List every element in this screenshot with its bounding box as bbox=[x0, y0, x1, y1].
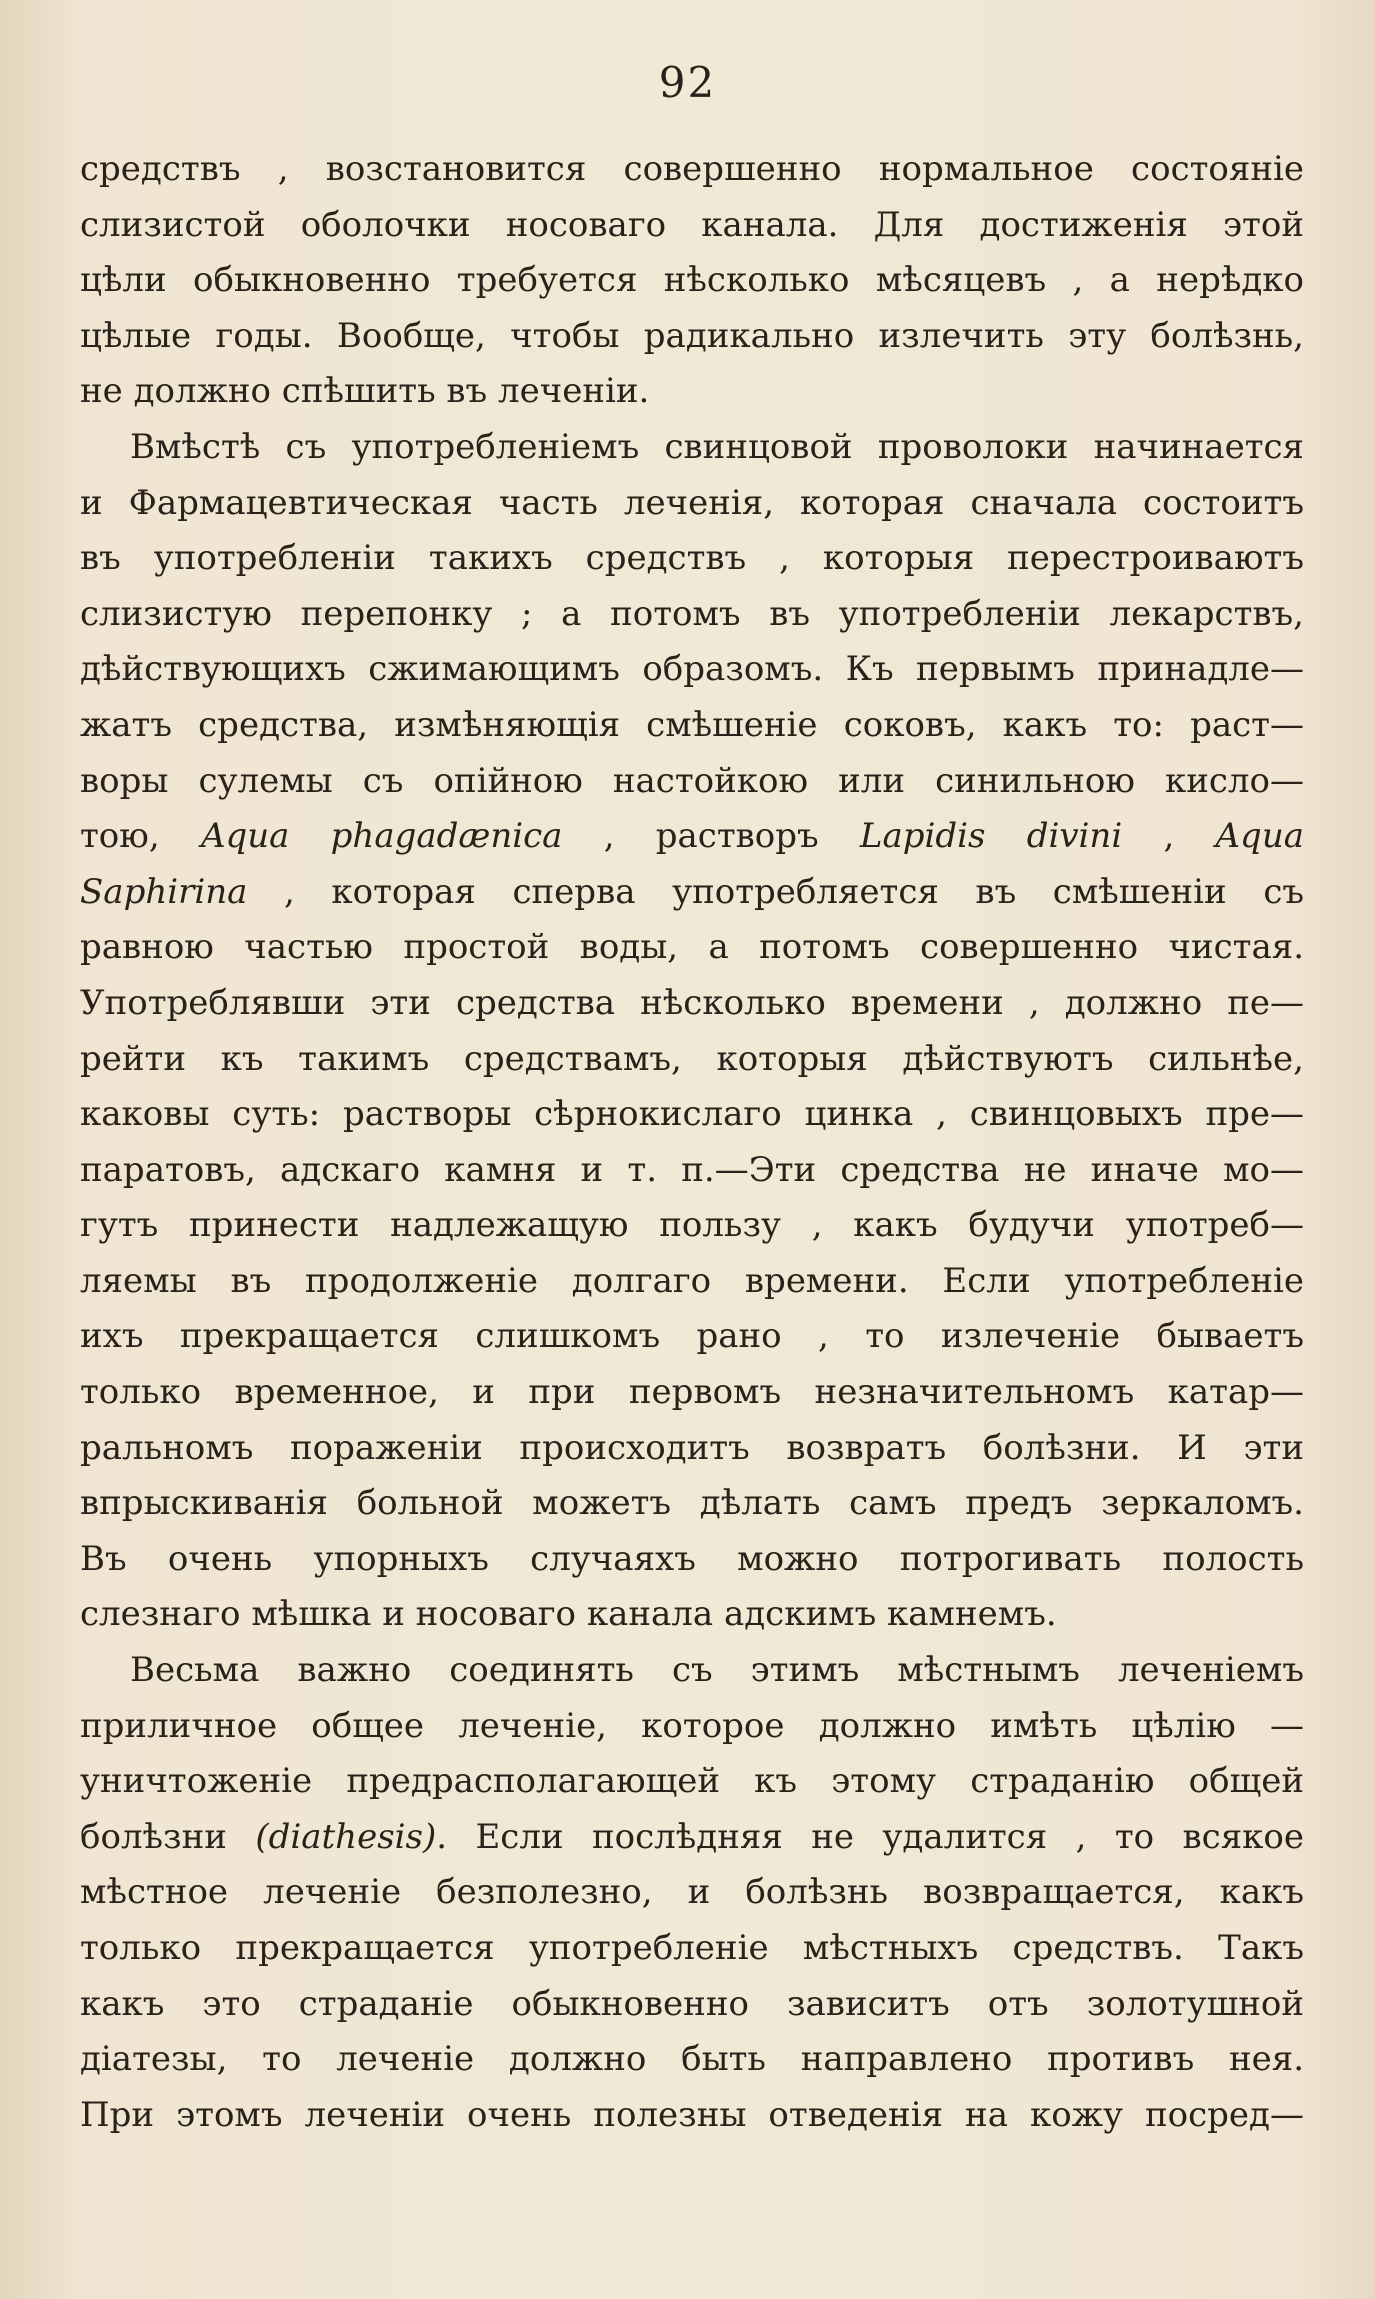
text-fragment: . Если послѣдняя не удалится , то всякое bbox=[436, 1816, 1304, 1857]
text-line: въ употребленіи такихъ средствъ , которыя перестроиваютъ bbox=[80, 538, 1304, 579]
text-fragment: , которая сперва употребляется въ смѣшеніи съ bbox=[247, 871, 1304, 912]
text-fragment: , bbox=[1122, 816, 1216, 857]
text-line: ральномъ пораженіи происходитъ возвратъ болѣзни. И эти bbox=[80, 1427, 1304, 1468]
latin-term: Aqua phagadænica bbox=[200, 816, 563, 857]
latin-term: (diathesis) bbox=[255, 1816, 437, 1857]
text-line: цѣли обыкновенно требуется нѣсколько мѣсяцевъ , а нерѣдко bbox=[80, 260, 1304, 301]
text-line: приличное общее леченіе, которое должно имѣть цѣлію — bbox=[80, 1705, 1304, 1746]
text-fragment: , растворъ bbox=[562, 816, 860, 857]
text-line: рейти къ такимъ средствамъ, которыя дѣйствуютъ сильнѣе, bbox=[80, 1038, 1304, 1079]
text-line: только прекращается употребленіе мѣстныхъ средствъ. Такъ bbox=[80, 1928, 1304, 1968]
text-fragment: болѣзни bbox=[80, 1816, 256, 1857]
text-line: слезнаго мѣшка и носоваго канала адскимъ камнемъ. bbox=[80, 1594, 1057, 1635]
text-line: каковы суть: растворы сѣрнокислаго цинка , свинцовыхъ пре— bbox=[80, 1094, 1304, 1135]
text-line: равною частью простой воды, а потомъ совершенно чистая. bbox=[80, 927, 1304, 968]
text-line: Вмѣстѣ съ употребленіемъ свинцовой проволоки начинается bbox=[130, 426, 1304, 467]
text-line: воры сулемы съ опійною настойкою или синильною кисло— bbox=[80, 760, 1304, 801]
text-line: не должно спѣшить въ леченіи. bbox=[80, 371, 650, 412]
text-line: впрыскиванія больной можетъ дѣлать самъ предъ зеркаломъ. bbox=[80, 1483, 1304, 1524]
text-line: и Фармацевтическая часть леченія, которая сначала состоитъ bbox=[80, 482, 1304, 523]
text-line: ляемы въ продолженіе долгаго времени. Если употребленіе bbox=[80, 1260, 1304, 1301]
text-line-with-latin bbox=[80, 809, 1304, 865]
text-line: гутъ принести надлежащую пользу , какъ будучи употреб— bbox=[80, 1205, 1304, 1246]
latin-term: Lapidis divini bbox=[859, 816, 1123, 857]
text-line: паратовъ, адскаго камня и т. п.—Эти средства не иначе мо— bbox=[80, 1149, 1304, 1190]
text-line: уничтоженіе предрасполагающей къ этому страданію общей bbox=[80, 1761, 1304, 1802]
text-line: мѣстное леченіе безполезно, и болѣзнь возвращается, какъ bbox=[80, 1872, 1304, 1913]
text-line: жатъ средства, измѣняющія смѣшеніе соковъ, какъ то: раст— bbox=[80, 704, 1304, 745]
text-line: дѣйствующихъ сжимающимъ образомъ. Къ первымъ принадле— bbox=[80, 649, 1304, 690]
text-line: слизистую перепонку ; а потомъ въ употребленіи лекарствъ, bbox=[80, 593, 1304, 634]
latin-term: Saphirina bbox=[80, 871, 248, 912]
body-text bbox=[80, 142, 1304, 2143]
text-line: какъ это страданіе обыкновенно зависитъ отъ золотушной bbox=[80, 1983, 1304, 2024]
text-line: средствъ , возстановится совершенно нормальное состояніе bbox=[80, 149, 1304, 189]
text-line: діатезы, то леченіе должно быть направлено противъ нея. bbox=[80, 2039, 1304, 2080]
text-line: Весьма важно соединять съ этимъ мѣстнымъ леченіемъ bbox=[130, 1650, 1304, 1691]
text-line: ихъ прекращается слишкомъ рано , то излеченіе бываетъ bbox=[80, 1316, 1304, 1357]
text-line: слизистой оболочки носоваго канала. Для достиженія этой bbox=[80, 204, 1304, 245]
text-line: Въ очень упорныхъ случаяхъ можно потрогивать полость bbox=[80, 1538, 1304, 1579]
text-line: При этомъ леченіи очень полезны отведенія на кожу посред— bbox=[80, 2094, 1304, 2135]
text-line-with-latin bbox=[80, 1810, 1304, 1866]
text-line: цѣлые годы. Вообще, чтобы радикально излечить эту болѣзнь, bbox=[80, 315, 1304, 356]
text-line: только временное, и при первомъ незначительномъ катар— bbox=[80, 1372, 1304, 1413]
text-fragment: тою, bbox=[80, 816, 201, 857]
text-line: Употреблявши эти средства нѣсколько времени , должно пе— bbox=[80, 982, 1304, 1023]
text-line-with-latin bbox=[80, 865, 1304, 921]
page-number: 92 bbox=[658, 58, 717, 107]
latin-term: Aqua bbox=[1215, 816, 1304, 857]
